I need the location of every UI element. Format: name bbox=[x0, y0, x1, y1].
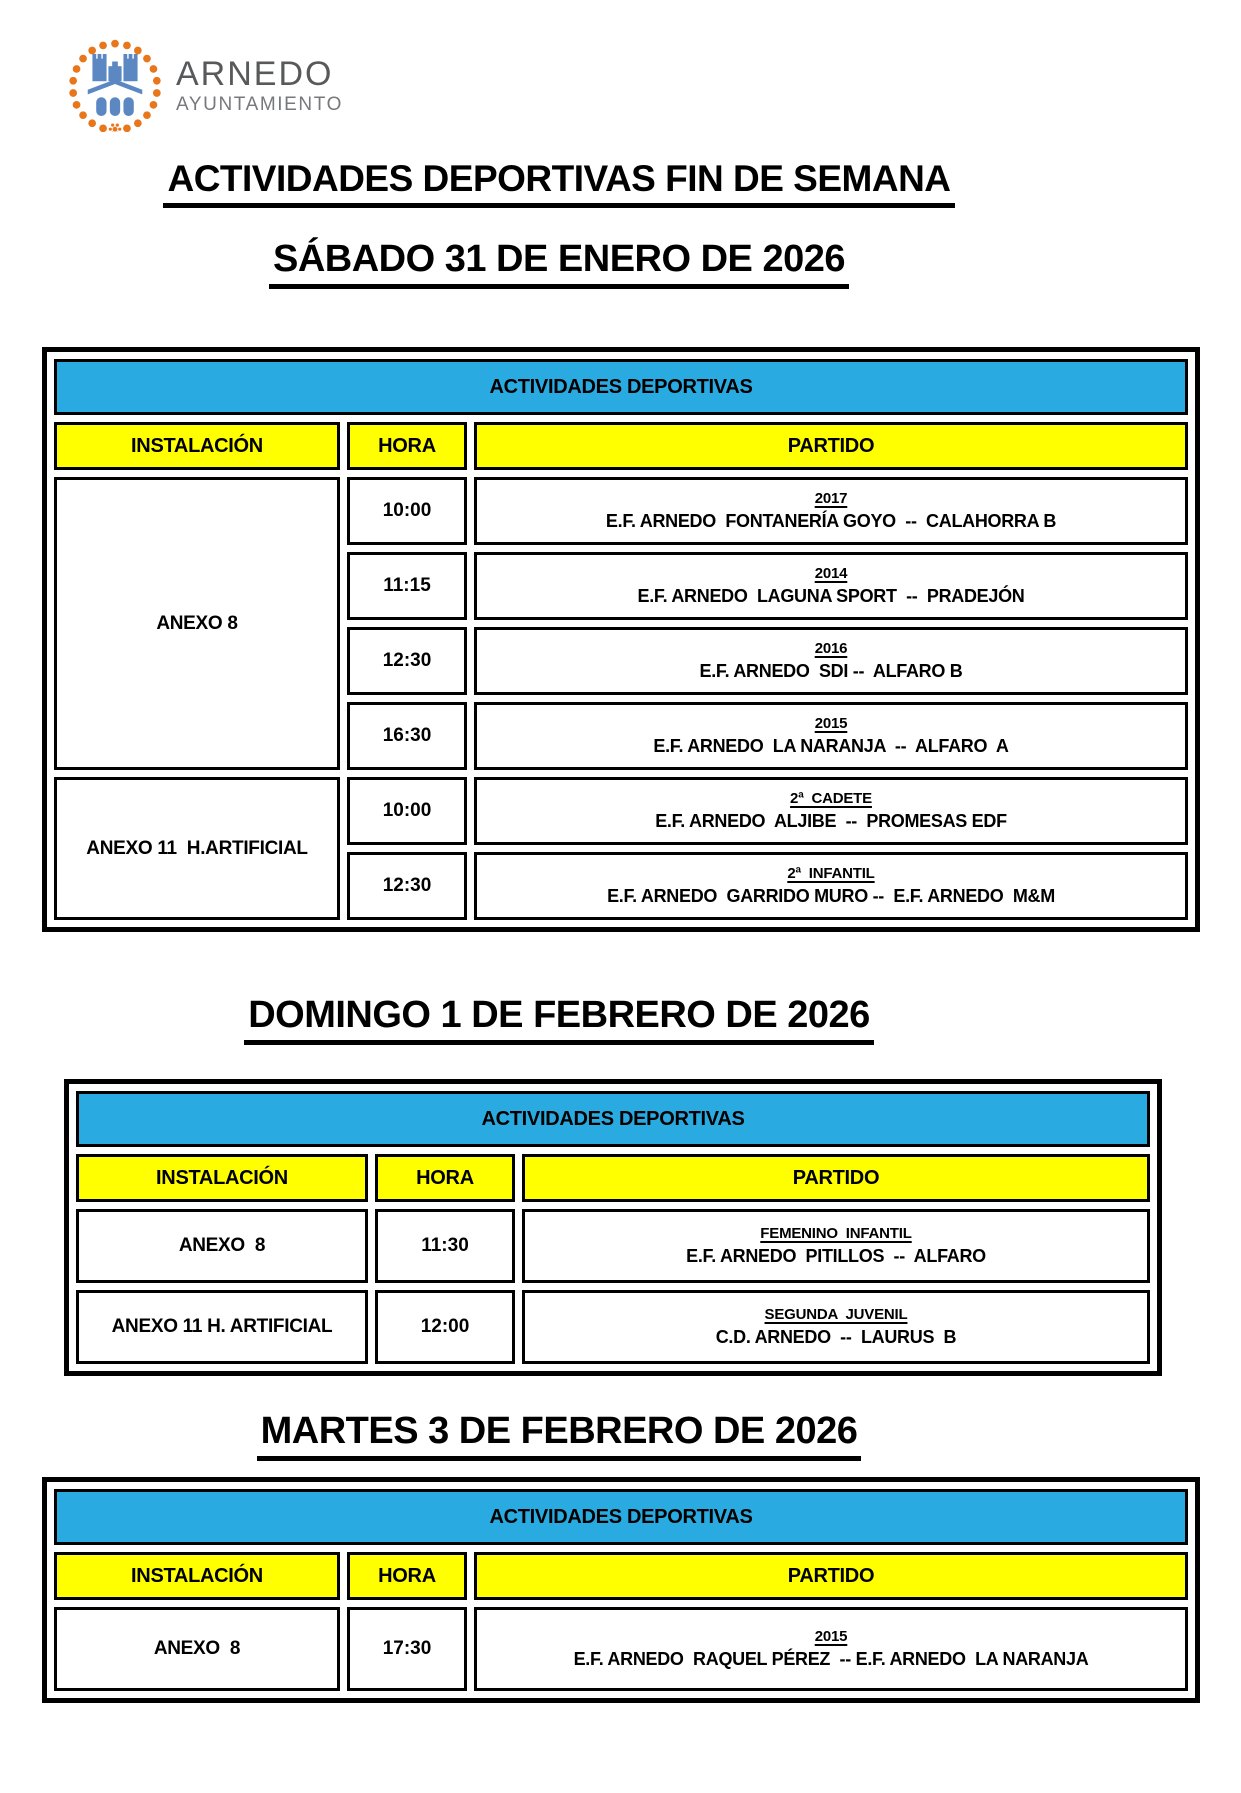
column-header-hora: HORA bbox=[375, 1154, 515, 1202]
day-title: MARTES 3 DE FEBRERO DE 2026 bbox=[0, 1410, 1118, 1461]
table-title-band: ACTIVIDADES DEPORTIVAS bbox=[54, 359, 1188, 415]
venue-cell: ANEXO 8 bbox=[54, 1607, 340, 1691]
match-category: 2ª INFANTIL bbox=[481, 865, 1181, 882]
match-cell bbox=[474, 702, 1188, 770]
column-header-hora: HORA bbox=[347, 1552, 467, 1600]
match-category: FEMENINO INFANTIL bbox=[529, 1225, 1143, 1242]
day-title: DOMINGO 1 DE FEBRERO DE 2026 bbox=[0, 994, 1118, 1045]
match-category: 2016 bbox=[481, 640, 1181, 657]
schedule-table bbox=[64, 1079, 1162, 1376]
time-cell: 10:00 bbox=[347, 777, 467, 845]
logo-wordmark bbox=[176, 57, 343, 114]
match-category: 2015 bbox=[481, 1628, 1181, 1645]
match-cell bbox=[522, 1209, 1150, 1283]
column-header-partido: PARTIDO bbox=[474, 1552, 1188, 1600]
match-teams: E.F. ARNEDO GARRIDO MURO -- E.F. ARNEDO M&M bbox=[481, 886, 1181, 907]
section-martes bbox=[0, 1410, 1241, 1703]
venue-cell: ANEXO 11 H.ARTIFICIAL bbox=[54, 777, 340, 920]
time-cell: 12:30 bbox=[347, 852, 467, 920]
match-category: 2017 bbox=[481, 490, 1181, 507]
match-cell bbox=[474, 477, 1188, 545]
day-title: SÁBADO 31 DE ENERO DE 2026 bbox=[0, 238, 1118, 289]
match-teams: C.D. ARNEDO -- LAURUS B bbox=[529, 1327, 1143, 1348]
venue-cell: ANEXO 8 bbox=[76, 1209, 368, 1283]
match-cell bbox=[474, 852, 1188, 920]
match-teams: E.F. ARNEDO FONTANERÍA GOYO -- CALAHORRA B bbox=[481, 511, 1181, 532]
match-cell bbox=[474, 627, 1188, 695]
match-category: 2014 bbox=[481, 565, 1181, 582]
column-header-partido: PARTIDO bbox=[522, 1154, 1150, 1202]
venue-cell: ANEXO 11 H. ARTIFICIAL bbox=[76, 1290, 368, 1364]
section-domingo bbox=[0, 994, 1241, 1376]
time-cell: 17:30 bbox=[347, 1607, 467, 1691]
section-sabado bbox=[0, 238, 1241, 932]
time-cell: 12:00 bbox=[375, 1290, 515, 1364]
time-cell: 12:30 bbox=[347, 627, 467, 695]
match-cell bbox=[522, 1290, 1150, 1364]
time-cell: 11:30 bbox=[375, 1209, 515, 1283]
column-header-hora: HORA bbox=[347, 422, 467, 470]
match-teams: E.F. ARNEDO ALJIBE -- PROMESAS EDF bbox=[481, 811, 1181, 832]
logo-subtitle: AYUNTAMIENTO bbox=[176, 95, 343, 114]
match-cell bbox=[474, 777, 1188, 845]
match-teams: E.F. ARNEDO SDI -- ALFARO B bbox=[481, 661, 1181, 682]
column-header-instalacion: INSTALACIÓN bbox=[54, 1552, 340, 1600]
match-cell bbox=[474, 1607, 1188, 1691]
time-cell: 11:15 bbox=[347, 552, 467, 620]
match-cell bbox=[474, 552, 1188, 620]
schedule-table bbox=[42, 1477, 1200, 1703]
match-category: 2015 bbox=[481, 715, 1181, 732]
logo-seal-icon bbox=[68, 38, 162, 132]
column-header-partido: PARTIDO bbox=[474, 422, 1188, 470]
table-title-band: ACTIVIDADES DEPORTIVAS bbox=[76, 1091, 1150, 1147]
venue-cell: ANEXO 8 bbox=[54, 477, 340, 770]
match-category: SEGUNDA JUVENIL bbox=[529, 1306, 1143, 1323]
column-header-instalacion: INSTALACIÓN bbox=[54, 422, 340, 470]
match-teams: E.F. ARNEDO LA NARANJA -- ALFARO A bbox=[481, 736, 1181, 757]
match-teams: E.F. ARNEDO LAGUNA SPORT -- PRADEJÓN bbox=[481, 586, 1181, 607]
time-cell: 16:30 bbox=[347, 702, 467, 770]
schedule-table bbox=[42, 347, 1200, 932]
match-teams: E.F. ARNEDO PITILLOS -- ALFARO bbox=[529, 1246, 1143, 1267]
page-root bbox=[0, 38, 1241, 1793]
match-category: 2ª CADETE bbox=[481, 790, 1181, 807]
page-title: ACTIVIDADES DEPORTIVAS FIN DE SEMANA bbox=[0, 158, 1118, 208]
match-teams: E.F. ARNEDO RAQUEL PÉREZ -- E.F. ARNEDO LA NARANJA bbox=[481, 1649, 1181, 1670]
municipal-logo bbox=[68, 38, 1241, 132]
table-title-band: ACTIVIDADES DEPORTIVAS bbox=[54, 1489, 1188, 1545]
column-header-instalacion: INSTALACIÓN bbox=[76, 1154, 368, 1202]
time-cell: 10:00 bbox=[347, 477, 467, 545]
logo-title: ARNEDO bbox=[176, 57, 343, 91]
